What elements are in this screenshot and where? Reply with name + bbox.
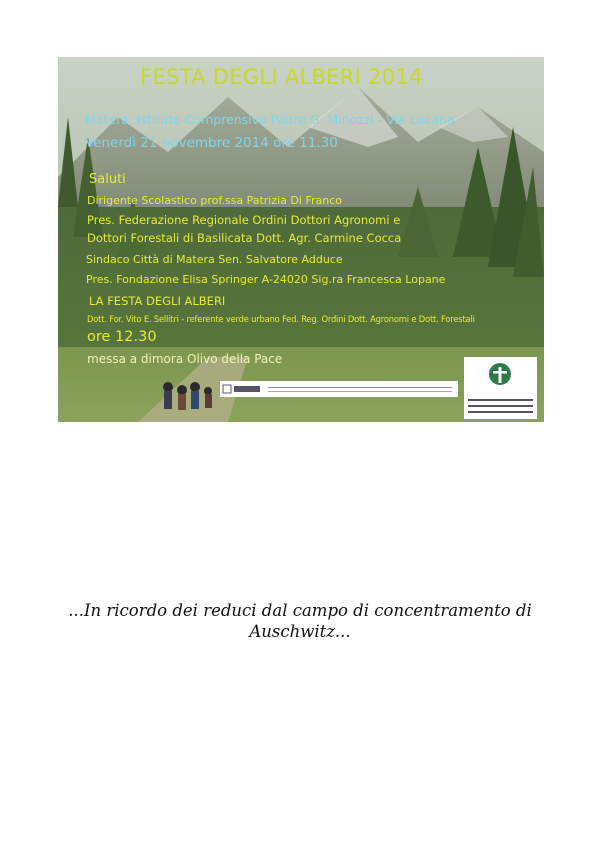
poster-line-dirigente: Dirigente Scolastico prof.ssa Patrizia Di Franco <box>87 194 342 207</box>
festa-heading: LA FESTA DEGLI ALBERI <box>89 294 226 308</box>
emblem-caption-line <box>468 399 533 401</box>
poster-line-forestali: Dottori Forestali di Basilicata Dott. Agr. Carmine Cocca <box>87 231 402 245</box>
saluti-heading: Saluti <box>89 172 126 187</box>
poster-title: FESTA DEGLI ALBERI 2014 <box>140 65 423 89</box>
memorial-quote <box>0 600 600 642</box>
poster-line-sindaco: Sindaco Città di Matera Sen. Salvatore Adduce <box>86 253 343 266</box>
sponsor-logo-strip <box>220 381 458 397</box>
poster-line-federazione: Pres. Federazione Regionale Ordini Dottori Agronomi e <box>87 213 401 227</box>
emblem-caption-line <box>468 405 533 407</box>
poster-location: Matera, Istituto Comprensivo Padre G. Minozzi - Via Lucana <box>85 112 455 127</box>
sponsor-logo-text <box>268 387 452 392</box>
quote-line-2: Auschwitz... <box>249 622 351 641</box>
emblem-caption-line <box>468 411 533 413</box>
poster-speaker: Dott. For. Vito E. Sellitri - referente verde urbano Fed. Reg. Ordini Dott. Agronomi e Dott. Forestali <box>87 314 475 324</box>
quote-line-1: ...In ricordo dei reduci dal campo di concentramento di <box>68 601 532 620</box>
poster-datetime: Venerdì 21 novembre 2014 ore 11.30 <box>85 135 338 151</box>
poster-planting: messa a dimora Olivo della Pace <box>87 352 283 366</box>
sponsor-logo <box>222 383 262 395</box>
order-emblem-box <box>464 357 537 419</box>
event-poster <box>58 57 544 422</box>
tree-emblem-icon <box>487 361 513 391</box>
poster-line-fondazione: Pres. Fondazione Elisa Springer A-24020 Sig.ra Francesca Lopane <box>86 273 446 286</box>
poster-time-2: ore 12.30 <box>87 329 157 345</box>
